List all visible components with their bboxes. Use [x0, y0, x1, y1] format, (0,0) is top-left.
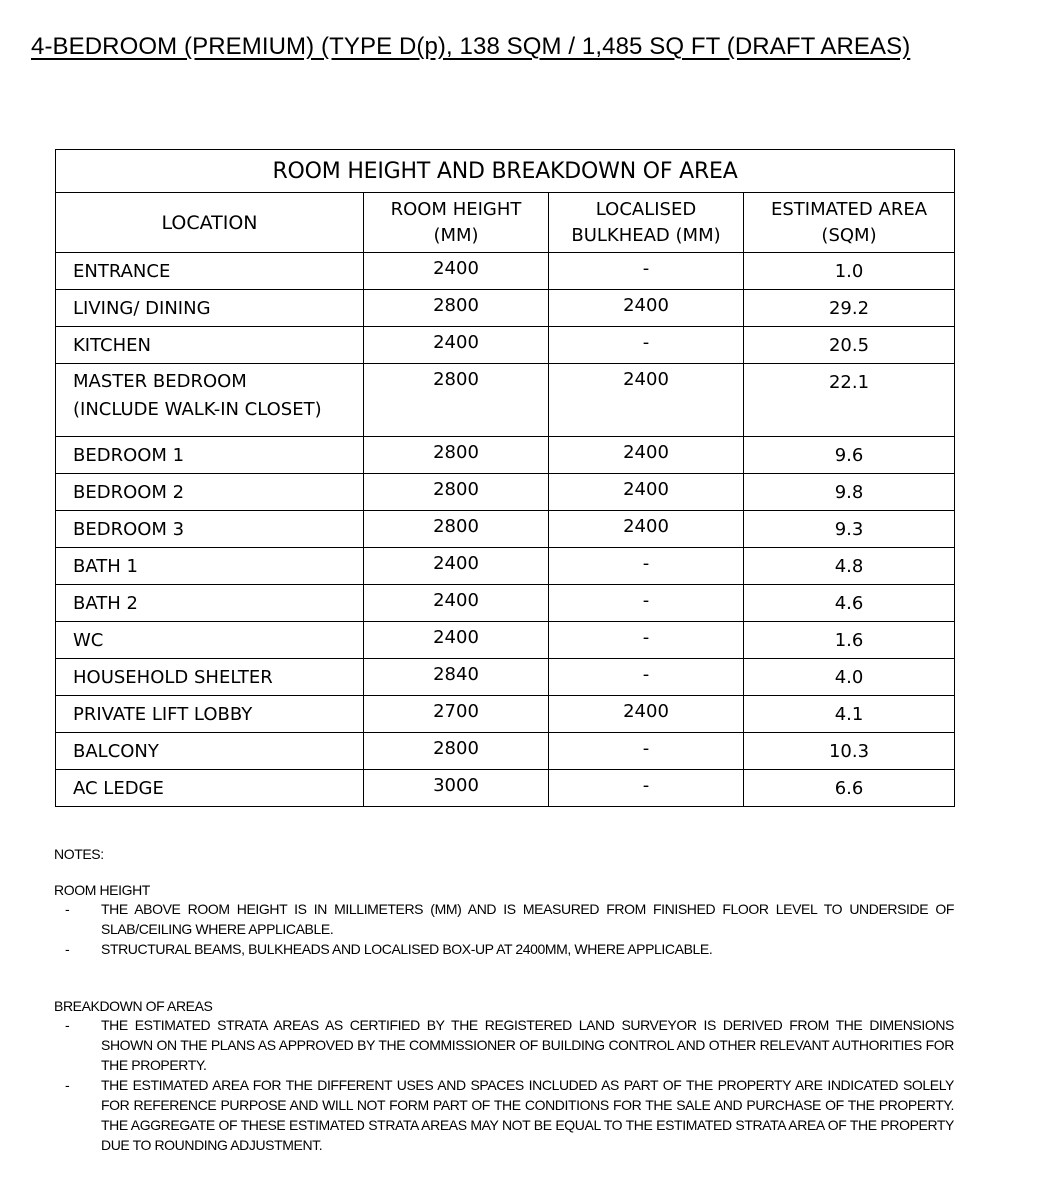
- area-cell: 4.0: [744, 659, 955, 696]
- location-name: HOUSEHOLD SHELTER: [73, 667, 273, 688]
- dash-bullet: -: [65, 901, 70, 917]
- table-row: [56, 437, 955, 474]
- area-cell: 4.6: [744, 585, 955, 622]
- location-name: WC: [73, 630, 104, 651]
- table-row: [56, 364, 955, 437]
- room-height-cell: 2800: [364, 364, 549, 437]
- room-height-cell: 2400: [364, 548, 549, 585]
- bulkhead-cell: -: [549, 733, 744, 770]
- table-row: [56, 548, 955, 585]
- location-cell: [56, 327, 364, 364]
- area-header: ESTIMATED AREA (SQM): [744, 193, 955, 253]
- location-name: BATH 2: [73, 593, 138, 614]
- room-height-cell: 2800: [364, 511, 549, 548]
- area-cell: 9.3: [744, 511, 955, 548]
- area-cell: 10.3: [744, 733, 955, 770]
- location-name: AC LEDGE: [73, 778, 164, 799]
- breakdown-notes-label: BREAKDOWN OF AREAS: [54, 998, 213, 1014]
- bulkhead-cell: -: [549, 622, 744, 659]
- bulkhead-cell: 2400: [549, 511, 744, 548]
- bulkhead-cell: 2400: [549, 437, 744, 474]
- room-height-header: ROOM HEIGHT (MM): [364, 193, 549, 253]
- area-cell: 9.6: [744, 437, 955, 474]
- area-cell: 1.6: [744, 622, 955, 659]
- location-name: MASTER BEDROOM: [73, 371, 247, 392]
- note-item: [54, 1015, 954, 1075]
- note-item: [54, 1075, 954, 1155]
- location-cell: [56, 622, 364, 659]
- location-name: PRIVATE LIFT LOBBY: [73, 704, 253, 725]
- area-cell: 6.6: [744, 770, 955, 807]
- area-cell: 20.5: [744, 327, 955, 364]
- area-cell: 4.1: [744, 696, 955, 733]
- breakdown-notes-list: [54, 1015, 954, 1155]
- location-cell: [56, 548, 364, 585]
- location-name: BEDROOM 1: [73, 445, 185, 466]
- table-caption: ROOM HEIGHT AND BREAKDOWN OF AREA: [56, 150, 955, 193]
- table-row: [56, 770, 955, 807]
- notes-section: [54, 846, 954, 1193]
- note-text: THE ESTIMATED AREA FOR THE DIFFERENT USES AND SPACES INCLUDED AS PART OF THE PROPERTY ARE INDICATED SOLELY FOR REFERENCE PURPOSE AND WILL NOT FORM PART OF THE CONDITIONS FOR THE SALE AND PURCHASE OF THE PROPERTY. THE AGGREGATE OF THESE ESTIMATED STRATA AREAS MAY NOT BE EQUAL TO THE ESTIMATED STRATA AREA OF THE PROPERTY DUE TO ROUNDING ADJUSTMENT.: [101, 1077, 954, 1153]
- location-name: BATH 1: [73, 556, 138, 577]
- location-cell: [56, 474, 364, 511]
- table-row: [56, 474, 955, 511]
- dash-bullet: -: [65, 941, 70, 957]
- bulkhead-header: LOCALISED BULKHEAD (MM): [549, 193, 744, 253]
- note-item: [54, 899, 954, 939]
- bulkhead-cell: -: [549, 327, 744, 364]
- dash-bullet: -: [65, 1017, 70, 1033]
- dash-bullet: -: [65, 1077, 70, 1093]
- table-row: [56, 585, 955, 622]
- area-cell: 9.8: [744, 474, 955, 511]
- room-height-cell: 2700: [364, 696, 549, 733]
- bulkhead-cell: -: [549, 548, 744, 585]
- table-row: [56, 290, 955, 327]
- bulkhead-cell: 2400: [549, 474, 744, 511]
- note-text: STRUCTURAL BEAMS, BULKHEADS AND LOCALISED BOX-UP AT 2400MM, WHERE APPLICABLE.: [101, 941, 713, 957]
- area-cell: 4.8: [744, 548, 955, 585]
- note-item: [54, 939, 954, 959]
- location-name: LIVING/ DINING: [73, 298, 211, 319]
- room-height-cell: 2800: [364, 733, 549, 770]
- location-cell: [56, 770, 364, 807]
- location-note: (INCLUDE WALK-IN CLOSET): [73, 399, 322, 420]
- location-cell: [56, 733, 364, 770]
- room-height-notes-label: ROOM HEIGHT: [54, 882, 150, 898]
- area-cell: 29.2: [744, 290, 955, 327]
- bulkhead-cell: 2400: [549, 290, 744, 327]
- notes-label: NOTES:: [54, 846, 104, 862]
- location-header: LOCATION: [56, 193, 364, 253]
- note-text: THE ESTIMATED STRATA AREAS AS CERTIFIED BY THE REGISTERED LAND SURVEYOR IS DERIVED FROM THE DIMENSIONS SHOWN ON THE PLANS AS APPROVED BY THE COMMISSIONER OF BUILDING CONTROL AND OTHER RELEVANT AUTHORITIES FOR THE PROPERTY.: [101, 1017, 954, 1073]
- location-name: BEDROOM 2: [73, 482, 185, 503]
- room-height-cell: 2800: [364, 474, 549, 511]
- room-height-cell: 2400: [364, 622, 549, 659]
- table-row: [56, 253, 955, 290]
- table-row: [56, 733, 955, 770]
- room-height-cell: 2800: [364, 437, 549, 474]
- location-cell: [56, 659, 364, 696]
- table-row: [56, 511, 955, 548]
- bulkhead-cell: -: [549, 770, 744, 807]
- location-name: BEDROOM 3: [73, 519, 185, 540]
- note-text: THE ABOVE ROOM HEIGHT IS IN MILLIMETERS (MM) AND IS MEASURED FROM FINISHED FLOOR LEVEL TO UNDERSIDE OF SLAB/CEILING WHERE APPLICABLE.: [101, 901, 954, 937]
- location-name: BALCONY: [73, 741, 159, 762]
- room-height-cell: 2400: [364, 585, 549, 622]
- room-height-cell: 2400: [364, 253, 549, 290]
- bulkhead-cell: 2400: [549, 364, 744, 437]
- table-row: [56, 327, 955, 364]
- table-body: [56, 253, 955, 807]
- bulkhead-cell: -: [549, 585, 744, 622]
- room-height-cell: 2400: [364, 327, 549, 364]
- room-height-cell: 2840: [364, 659, 549, 696]
- location-cell: [56, 290, 364, 327]
- location-cell: [56, 364, 364, 437]
- location-cell: [56, 696, 364, 733]
- location-name: KITCHEN: [73, 335, 151, 356]
- room-height-notes-list: [54, 899, 954, 959]
- location-cell: [56, 437, 364, 474]
- room-height-cell: 2800: [364, 290, 549, 327]
- table-row: [56, 659, 955, 696]
- document-title: 4-BEDROOM (PREMIUM) (TYPE D(p), 138 SQM / 1,485 SQ FT (DRAFT AREAS): [31, 33, 911, 60]
- location-cell: [56, 585, 364, 622]
- area-cell: 22.1: [744, 364, 955, 437]
- location-name: ENTRANCE: [73, 261, 171, 282]
- room-height-cell: 3000: [364, 770, 549, 807]
- location-cell: [56, 253, 364, 290]
- area-cell: 1.0: [744, 253, 955, 290]
- bulkhead-cell: -: [549, 659, 744, 696]
- bulkhead-cell: 2400: [549, 696, 744, 733]
- bulkhead-cell: -: [549, 253, 744, 290]
- table-row: [56, 696, 955, 733]
- room-area-table: [55, 149, 955, 807]
- table-row: [56, 622, 955, 659]
- location-cell: [56, 511, 364, 548]
